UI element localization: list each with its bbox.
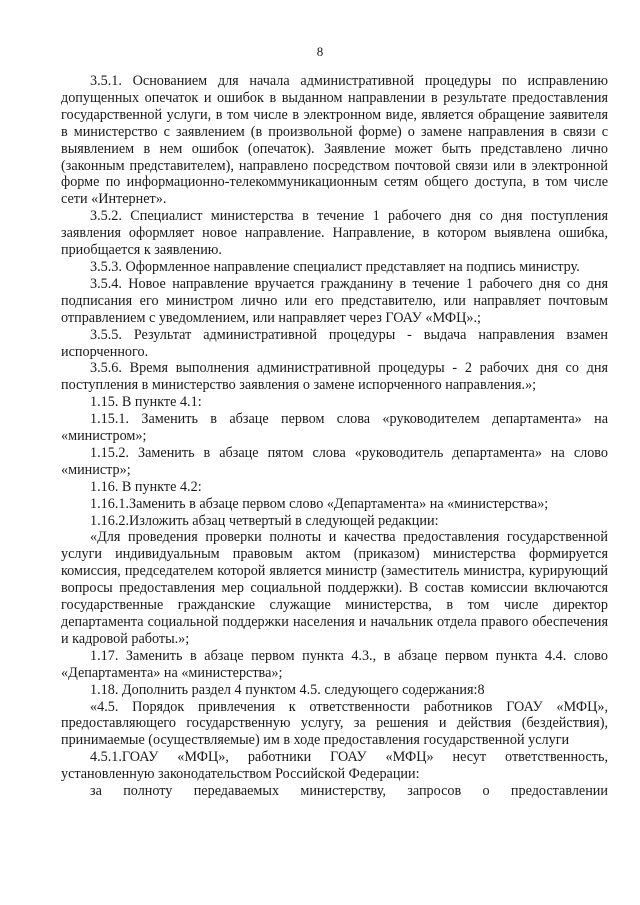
paragraph-3-5-1: 3.5.1. Основанием для начала административной процедуры по исправлению допущенных опечаток и ошибок в выданном направлении в результате предоставления государственной услуги, в том числе в электронном виде, является обращение заявителя в министерство с заявлением (в произвольной форме) о замене направления в связи с выявлением в нем ошибок (опечаток). Заявление может быть представлено лично (законным представителем), направлено посредством почтовой связи или в электронной форме по информационно-телекоммуникационным сетям общего доступа, в том числе сети «Интернет». [61, 73, 608, 208]
paragraph-quoted-commission: «Для проведения проверки полноты и качества предоставления государственной услуги индивидуальным правовым актом (приказом) министерства формируется комиссия, председателем которой является министр (заместитель министра, курирующий вопросы предоставления мер социальной поддержки). В состав комиссии включаются государственные гражданские служащие министерства, в том числе директор департамента социальной поддержки населения и начальник отдела правого обеспечения и кадровой работы.»; [61, 529, 608, 647]
paragraph-4-5-1: 4.5.1.ГОАУ «МФЦ», работники ГОАУ «МФЦ» несут ответственность, установленную законодательством Российской Федерации: [61, 749, 608, 783]
paragraph-1-15-2: 1.15.2. Заменить в абзаце пятом слова «руководитель департамента» на слово «министр»; [61, 444, 608, 478]
paragraph-4-5: «4.5. Порядок привлечения к ответственности работников ГОАУ «МФЦ», предоставляющего государственную услугу, за решения и действия (бездействия), принимаемые (осуществляемые) им в ходе предоставления государственной услуги [61, 698, 608, 749]
paragraph-3-5-2: 3.5.2. Специалист министерства в течение 1 рабочего дня со дня поступления заявления оформляет новое направление. Направление, в котором выявлена ошибка, приобщается к заявлению. [61, 208, 608, 259]
paragraph-1-16: 1.16. В пункте 4.2: [90, 478, 202, 495]
paragraph-3-5-4: 3.5.4. Новое направление вручается гражданину в течение 1 рабочего дня со дня подписания его министром лично или его представителю, или направляет почтовым отправлением с уведомлением, или направляет через ГОАУ «МФЦ».; [61, 275, 608, 326]
paragraph-3-5-3: 3.5.3. Оформленное направление специалист представляет на подпись министру. [90, 258, 580, 275]
paragraph-3-5-5: 3.5.5. Результат административной процедуры - выдача направления взамен испорченного. [61, 326, 608, 360]
paragraph-1-15-1: 1.15.1. Заменить в абзаце первом слова «руководителем департамента» на «министром»; [61, 411, 608, 445]
paragraph-1-15: 1.15. В пункте 4.1: [90, 394, 202, 411]
paragraph-1-17: 1.17. Заменить в абзаце первом пункта 4.3., в абзаце первом пункта 4.4. слово «Департамента» на «министерства»; [61, 647, 608, 681]
paragraph-3-5-6: 3.5.6. Время выполнения административной процедуры - 2 рабочих дня со дня поступления в министерство заявления о замене испорченного направления.»; [61, 360, 608, 394]
document-body [61, 73, 608, 800]
paragraph-1-16-1: 1.16.1.Заменить в абзаце первом слово «Департамента» на «министерства»; [90, 495, 549, 512]
paragraph-1-18: 1.18. Дополнить раздел 4 пунктом 4.5. следующего содержания:8 [90, 681, 485, 698]
paragraph-continued: за полноту передаваемых министерству, запросов о предоставлении [90, 783, 608, 800]
paragraph-1-16-2: 1.16.2.Изложить абзац четвертый в следующей редакции: [90, 512, 439, 529]
page-number: 8 [316, 44, 324, 59]
